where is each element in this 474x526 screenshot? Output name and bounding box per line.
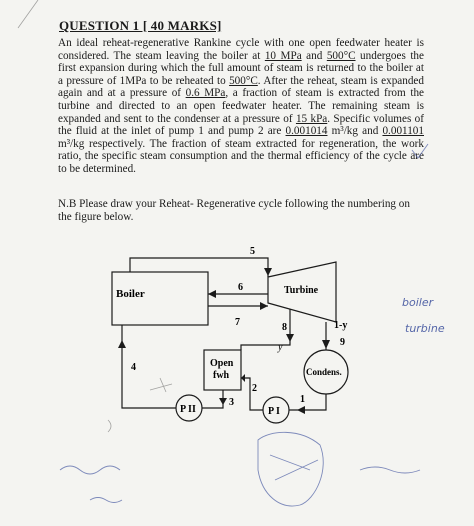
turbine-label: Turbine [284, 285, 319, 296]
arrow-4 [118, 340, 126, 348]
arrow-9 [322, 340, 330, 349]
fwh-label-line2: fwh [213, 370, 230, 381]
arrow-8 [286, 334, 294, 342]
question-paragraph: An ideal reheat-regenerative Rankine cycle with one open feedwater heater is considered. The steam leaving the boiler at 10 MPa and 500°C undergoes the first expansion during which the full amount of steam is returned to the boiler at a pressure of 1MPa to be reheated to 500°C. After the reheat, steam is expanded again and at a pressure of 0.6 MPa, a fraction of steam is extracted from the turbine and directed to an open feedwater heater. The remaining steam is expanded and sent to the condenser at a pressure of 15 kPa. Specific volumes of the fluid at the inlet of pump 1 and pump 2 are 0.001014 m³/kg and 0.001101 m³/kg respectively. The fraction of steam extracted for regeneration, the work ratio, the specific steam consumption and the thermal efficiency of the cycle are to be determined. [58, 37, 425, 175]
line-state-1 [289, 394, 326, 410]
state-1-label: 1 [300, 394, 305, 405]
state-6-label: 6 [238, 282, 243, 293]
state-9-label: 9 [340, 337, 345, 348]
drawing-instruction: N.B Please draw your Reheat- Regenerative cycle following the numbering on the figure below. [58, 198, 410, 223]
handwritten-note-1: boiler [402, 296, 434, 309]
arrow-1 [297, 406, 305, 414]
state-5-label: 5 [250, 246, 255, 257]
pump1-label: P I [268, 406, 280, 417]
fwh-label-line1: Open [210, 358, 234, 369]
arrow-7 [260, 302, 268, 310]
fraction-y-label: y [278, 342, 283, 353]
arrow-6 [208, 290, 216, 298]
arrow-3 [219, 398, 227, 405]
question-heading: QUESTION 1 [ 40 MARKS] [59, 18, 222, 33]
handwritten-note-2: turbine [405, 322, 445, 335]
arrow-5 [264, 268, 272, 276]
state-7-label: 7 [235, 317, 240, 328]
state-4-label: 4 [131, 362, 136, 373]
state-2-label: 2 [252, 383, 257, 394]
condenser-label: Condens. [306, 367, 342, 377]
arrow-fwh-in [241, 374, 245, 382]
line-state-5 [130, 258, 268, 277]
boiler-label: Boiler [116, 288, 145, 300]
fraction-1y-label: 1-y [334, 320, 348, 331]
state-3-label: 3 [229, 397, 234, 408]
state-8-label: 8 [282, 322, 287, 333]
pump2-label: P II [180, 404, 196, 415]
pencil-marks [18, 0, 172, 432]
